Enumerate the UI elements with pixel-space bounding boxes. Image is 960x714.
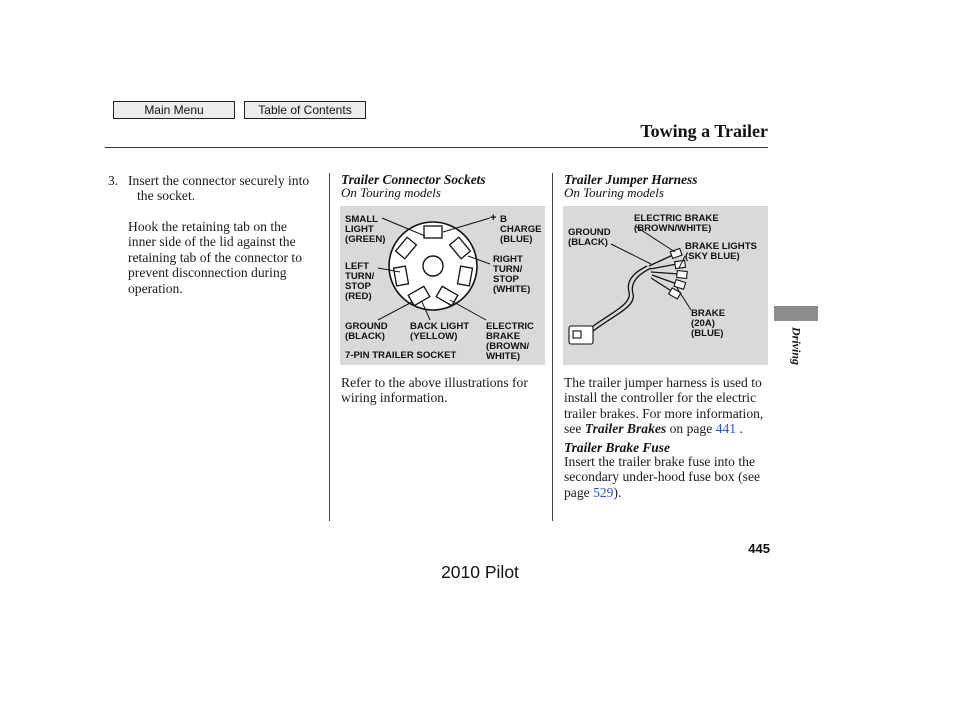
brake-fuse-paragraph bbox=[564, 454, 760, 500]
period: . bbox=[739, 421, 743, 437]
brake-fuse-heading: Trailer Brake Fuse bbox=[564, 440, 670, 455]
on-page-word: on page bbox=[669, 421, 713, 437]
retaining-tab-paragraph bbox=[128, 219, 302, 296]
paragraph-line: Hook the retaining tab on the bbox=[128, 219, 287, 234]
column-divider-2 bbox=[552, 173, 553, 521]
label-ground: GROUND (BLACK) bbox=[345, 321, 388, 342]
paragraph-line: install the controller for the electric bbox=[564, 390, 757, 406]
page-441-link[interactable]: 441 bbox=[715, 421, 737, 437]
closing-paren: ). bbox=[613, 484, 622, 500]
step-text bbox=[128, 173, 309, 204]
note-line: wiring information. bbox=[341, 390, 448, 406]
label-b-charge: B CHARGE (BLUE) bbox=[500, 214, 542, 245]
main-menu-button[interactable]: Main Menu bbox=[113, 101, 235, 119]
paragraph-line: prevent disconnection during bbox=[128, 265, 287, 281]
step-text-line: Insert the connector securely into bbox=[128, 173, 310, 188]
page-title: Towing a Trailer bbox=[640, 121, 768, 141]
step-text-line: the socket. bbox=[137, 188, 196, 204]
jumper-harness-diagram bbox=[563, 206, 768, 365]
paragraph-line: Insert the trailer brake fuse into the bbox=[564, 454, 755, 469]
see-word: see bbox=[564, 421, 582, 437]
label-small-light: SMALL LIGHT (GREEN) bbox=[345, 214, 386, 245]
table-of-contents-button[interactable]: Table of Contents bbox=[244, 101, 366, 119]
page-number: 445 bbox=[748, 541, 770, 556]
trailer-socket-diagram bbox=[340, 206, 545, 365]
column-divider-1 bbox=[329, 173, 330, 521]
note-line: Refer to the above illustrations for bbox=[341, 375, 528, 390]
jumper-harness-subheading: On Touring models bbox=[564, 185, 664, 200]
section-label: Driving bbox=[789, 326, 804, 366]
footer-model: 2010 Pilot bbox=[441, 562, 519, 582]
section-tab bbox=[774, 306, 818, 321]
plus-symbol: + bbox=[490, 212, 497, 224]
trailer-brakes-reference: Trailer Brakes bbox=[584, 421, 667, 437]
page-529-link[interactable]: 529 bbox=[593, 484, 614, 500]
jumper-harness-paragraph bbox=[564, 375, 763, 437]
label-electric-brake: ELECTRIC BRAKE (BROWN/ WHITE) bbox=[486, 321, 534, 362]
page-word: page bbox=[564, 484, 590, 500]
harness-label-ground: GROUND (BLACK) bbox=[568, 227, 611, 248]
socket-name-label: 7-PIN TRAILER SOCKET bbox=[345, 350, 457, 361]
paragraph-line: inner side of the lid against the bbox=[128, 234, 296, 250]
illustration-note bbox=[341, 375, 528, 406]
jumper-harness-heading: Trailer Jumper Harness bbox=[564, 172, 698, 187]
step-number: 3. bbox=[108, 173, 119, 188]
connector-sockets-subheading: On Touring models bbox=[341, 185, 441, 200]
connector-sockets-heading: Trailer Connector Sockets bbox=[341, 172, 486, 187]
paragraph-line: The trailer jumper harness is used to bbox=[564, 375, 762, 390]
label-left-turn: LEFT TURN/ STOP (RED) bbox=[345, 261, 375, 302]
paragraph-line bbox=[564, 421, 763, 436]
label-right-turn: RIGHT TURN/ STOP (WHITE) bbox=[493, 254, 531, 295]
harness-label-electric-brake: ELECTRIC BRAKE (BROWN/WHITE) bbox=[634, 213, 719, 234]
paragraph-line: trailer brakes. For more information, bbox=[564, 405, 764, 421]
label-back-light: BACK LIGHT (YELLOW) bbox=[410, 321, 470, 342]
paragraph-line: operation. bbox=[128, 280, 183, 296]
header-rule bbox=[105, 147, 768, 148]
paragraph-line: secondary under-hood fuse box (see bbox=[564, 469, 761, 485]
paragraph-line: retaining tab of the connector to bbox=[128, 249, 303, 265]
harness-label-brake: BRAKE (20A) (BLUE) bbox=[691, 308, 726, 339]
paragraph-line bbox=[564, 485, 760, 500]
harness-label-brake-lights: BRAKE LIGHTS (SKY BLUE) bbox=[685, 241, 757, 262]
